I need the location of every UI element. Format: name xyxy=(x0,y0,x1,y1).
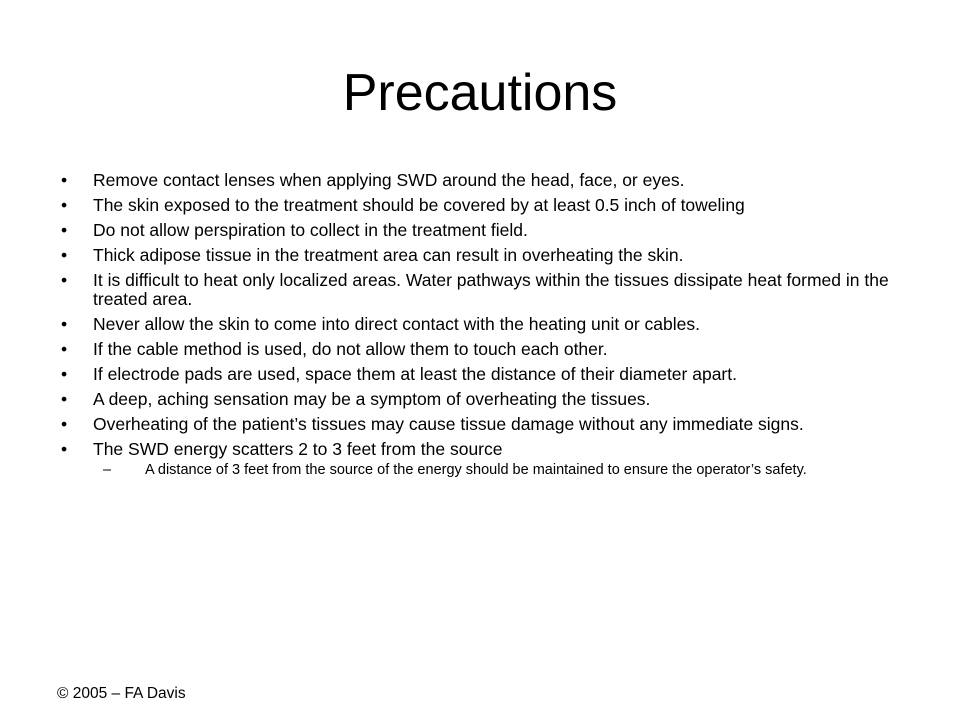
bullet-item xyxy=(57,390,917,409)
sub-bullet-mark: – xyxy=(103,462,112,478)
bullet-item xyxy=(57,271,917,309)
sub-bullet-text: A distance of 3 feet from the source of the energy should be maintained to ensure the operator’s safety. xyxy=(145,462,807,478)
bullet-item xyxy=(57,171,917,190)
bullet-item xyxy=(57,246,917,265)
bullet-text: Overheating of the patient’s tissues may cause tissue damage without any immediate signs. xyxy=(93,414,804,434)
bullet-mark: • xyxy=(61,364,68,384)
bullet-item xyxy=(57,221,917,240)
bullet-item xyxy=(57,196,917,215)
slide-title: Precautions xyxy=(342,64,618,122)
bullet-item xyxy=(57,340,917,359)
bullet-item xyxy=(57,415,917,434)
bullet-item xyxy=(57,365,917,384)
bullet-mark: • xyxy=(61,339,68,359)
bullet-mark: • xyxy=(61,314,68,334)
bullet-mark: • xyxy=(61,195,68,215)
bullet-mark: • xyxy=(61,220,68,240)
bullet-text: If electrode pads are used, space them at least the distance of their diameter apart. xyxy=(93,364,737,384)
footer-copyright: © 2005 – FA Davis xyxy=(57,685,186,702)
bullet-text: The SWD energy scatters 2 to 3 feet from the source xyxy=(93,439,503,459)
sub-bullet-item xyxy=(103,462,917,479)
bullet-text: It is difficult to heat only localized areas. Water pathways within the tissues dissipate heat formed in the treated area. xyxy=(93,270,889,309)
bullet-text: A deep, aching sensation may be a symptom of overheating the tissues. xyxy=(93,389,651,409)
bullet-mark: • xyxy=(61,414,68,434)
bullet-mark: • xyxy=(61,389,68,409)
bullet-text: If the cable method is used, do not allow them to touch each other. xyxy=(93,339,608,359)
bullet-text: Do not allow perspiration to collect in the treatment field. xyxy=(93,220,528,240)
bullet-mark: • xyxy=(61,439,68,459)
bullet-item xyxy=(57,440,917,479)
bullet-text: Thick adipose tissue in the treatment area can result in overheating the skin. xyxy=(93,245,684,265)
bullet-mark: • xyxy=(61,270,68,290)
bullet-list xyxy=(57,171,917,485)
bullet-text: Remove contact lenses when applying SWD around the head, face, or eyes. xyxy=(93,170,685,190)
bullet-mark: • xyxy=(61,170,68,190)
bullet-item xyxy=(57,315,917,334)
sub-bullet-list xyxy=(93,462,917,479)
bullet-mark: • xyxy=(61,245,68,265)
bullet-text: The skin exposed to the treatment should be covered by at least 0.5 inch of toweling xyxy=(93,195,745,215)
bullet-text: Never allow the skin to come into direct contact with the heating unit or cables. xyxy=(93,314,700,334)
